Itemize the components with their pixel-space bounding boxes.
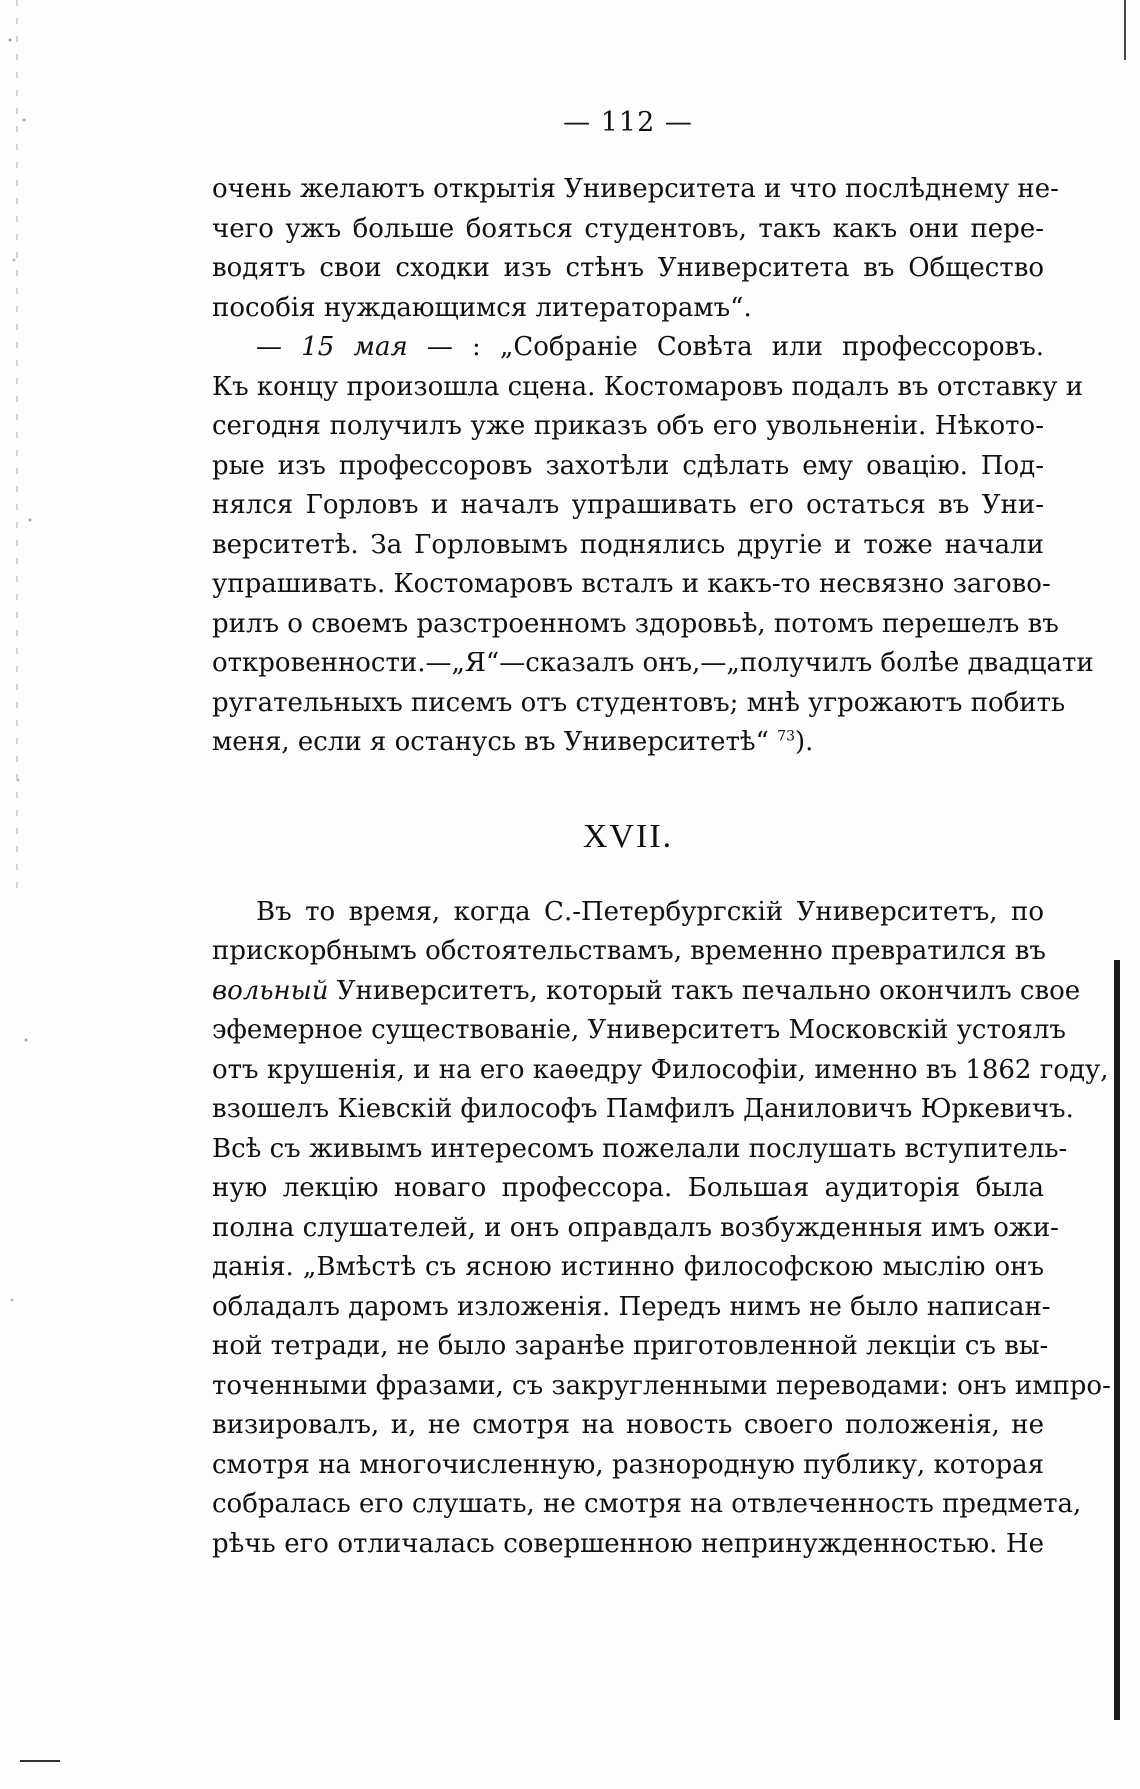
- text-line: рѣчь его отличалась совершенною непринужденностью. Не: [212, 1528, 1044, 1559]
- text-line: пособія нуждающимся литераторамъ“.: [212, 292, 752, 323]
- text-line: сегодня получилъ уже приказъ объ его увольненіи. Нѣкото-: [212, 411, 1044, 441]
- text-line: ную лекцію новаго профессора. Большая аудиторія была: [212, 1173, 1044, 1203]
- text-line: верситетѣ. За Горловымъ поднялись другіе и тоже начали: [212, 529, 1044, 560]
- date-suffix: — :: [407, 332, 500, 362]
- text-line: визировалъ, и, не смотря на новость своего положенія, не: [212, 1410, 1044, 1440]
- text-line: рилъ о своемъ разстроенномъ здоровьѣ, потомъ перешелъ въ: [212, 608, 1059, 639]
- text-line: ной тетради, не было заранѣе приготовленной лекціи съ вы-: [212, 1331, 1049, 1361]
- section-heading: XVII.: [582, 817, 674, 855]
- paragraph-main: [212, 893, 1111, 1565]
- scan-edge-left: [0, 0, 60, 1789]
- text-line: собралась его слушать, не смотря на отвлеченность предмета,: [212, 1489, 1082, 1519]
- text-line: прискорбнымъ обстоятельствамъ, временно превратился въ: [212, 936, 1046, 966]
- text-line: чего ужъ больше бояться студентовъ, такъ какъ они пере-: [212, 213, 1044, 244]
- text-line: обладалъ даромъ изложенія. Передъ нимъ не было написан-: [212, 1291, 1051, 1322]
- text-line: упрашивать. Костомаровъ всталъ и какъ-то несвязно загово-: [212, 569, 1051, 599]
- scan-edge-right-top: [1124, 0, 1126, 60]
- text-line: очень желаютъ открытія Университета и что послѣднему не-: [212, 174, 1059, 204]
- text-line: взошелъ Кіевскій философъ Памфилъ Даниловичъ Юркевичъ.: [212, 1094, 1074, 1124]
- text-line: Всѣ съ живымъ интересомъ пожелали послушать вступитель-: [212, 1133, 1068, 1164]
- scan-edge-right: [1114, 960, 1120, 1720]
- text-line: ругательныхъ писемъ отъ студентовъ; мнѣ угрожаютъ побить: [212, 687, 1066, 718]
- text-line-date: [212, 328, 1044, 368]
- text-line: отъ крушенія, и на его каѳедру Философіи, именно въ 1862 году,: [212, 1054, 1109, 1085]
- paragraph-diary-entry: [212, 328, 1094, 763]
- date-prefix: —: [256, 332, 302, 362]
- scan-edge-bottom-left: [20, 1760, 60, 1762]
- text-line: смотря на многочисленную, разнородную публику, которая: [212, 1449, 1044, 1480]
- page-number: — 112 —: [563, 107, 693, 138]
- date-italic: 15 мая: [301, 332, 408, 362]
- text-line: Въ то время, когда С.-Петербургскій Университетъ, по: [256, 896, 1044, 927]
- text-line-italic-start: [212, 972, 1081, 1012]
- last-line-text: меня, если я останусь въ Университетѣ“: [212, 727, 769, 757]
- text-line: откровенности.—„Я“—сказалъ онъ,—„получилъ болѣе двадцати: [212, 648, 1094, 678]
- text-line: нялся Горловъ и началъ упрашивать его остаться въ Уни-: [212, 490, 1044, 520]
- date-line-rest: „Собраніе Совѣта или профессоровъ.: [499, 332, 1044, 362]
- text-line: эфемерное существованіе, Университетъ Московскій устоялъ: [212, 1015, 1066, 1045]
- italic-word: вольный: [212, 975, 329, 1006]
- last-line-end: ).: [794, 727, 814, 757]
- text-line: точенными фразами, съ закругленными переводами: онъ импро-: [212, 1370, 1111, 1401]
- page-content: [212, 107, 1111, 1564]
- footnote-ref: 73: [777, 728, 795, 745]
- line-rest: Университетъ, который такъ печально окончилъ свое: [328, 975, 1081, 1006]
- text-line: данія. „Вмѣстѣ съ ясною истинно философскою мыслію онъ: [212, 1252, 1044, 1282]
- text-line: Къ концу произошла сцена. Костомаровъ подалъ въ отставку и: [212, 371, 1084, 402]
- scan-edge-left-line: [16, 0, 18, 900]
- text-line: рые изъ профессоровъ захотѣли сдѣлать ему овацію. Под-: [212, 450, 1044, 481]
- text-line: водятъ свои сходки изъ стѣнъ Университета въ Общество: [212, 253, 1044, 283]
- text-line: полна слушателей, и онъ оправдалъ возбужденныя имъ ожи-: [212, 1212, 1059, 1243]
- paragraph-continuation: [212, 170, 1059, 328]
- text-line-last: [212, 723, 1044, 763]
